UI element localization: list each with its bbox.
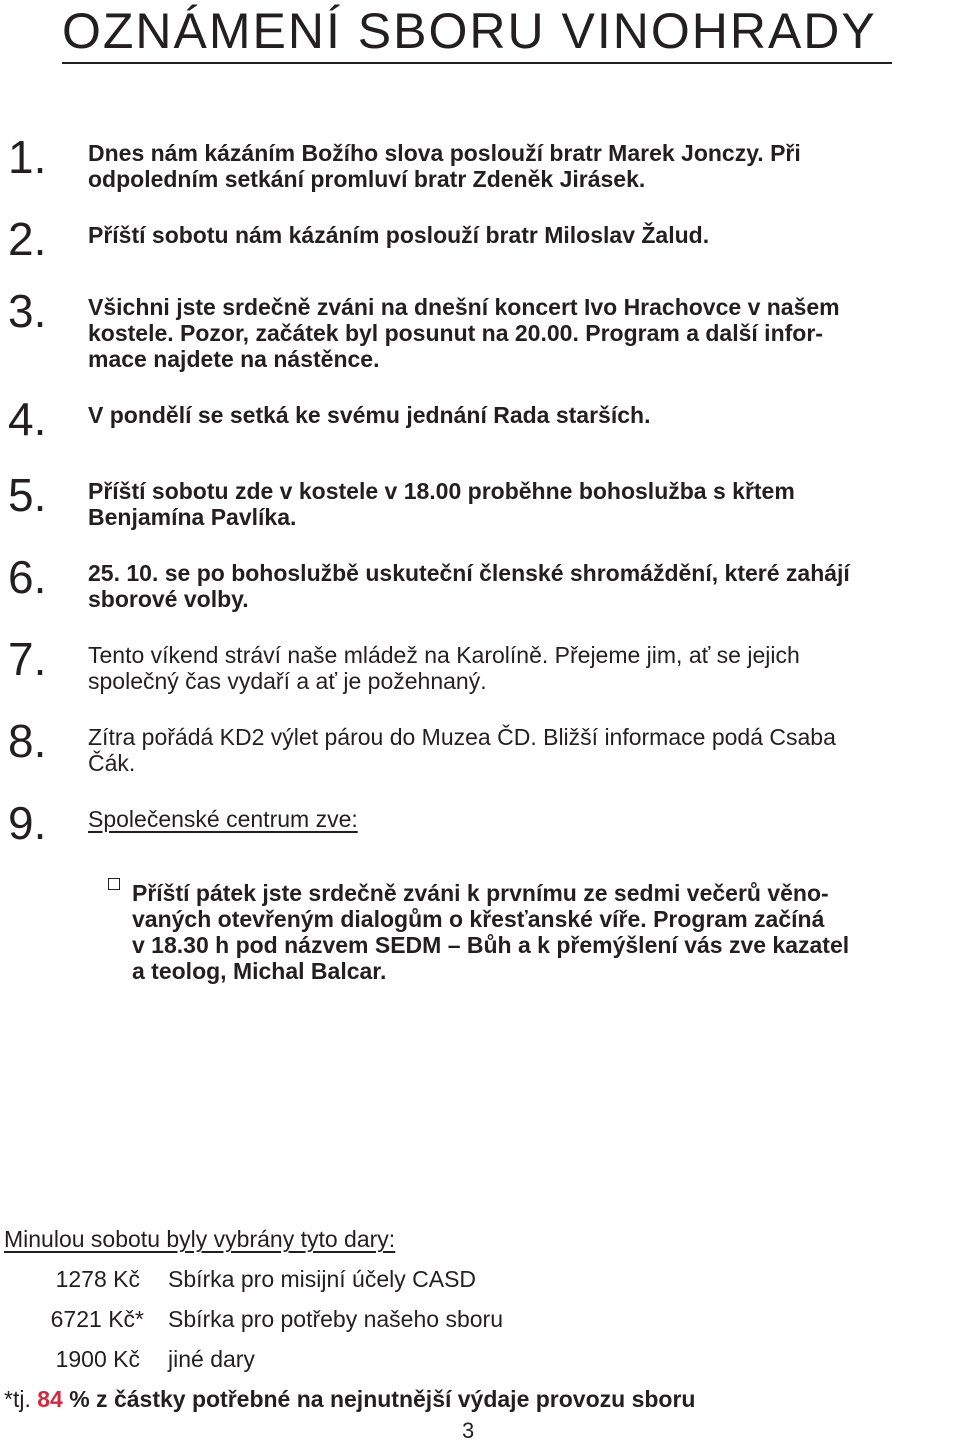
donation-description: Sbírka pro misijní účely CASD — [168, 1266, 477, 1292]
donation-amount: 1900 Kč — [55, 1346, 140, 1372]
item-number: 3. — [8, 285, 47, 337]
item-number: 7. — [8, 633, 47, 685]
item-number: 9. — [8, 797, 47, 849]
footnote — [4, 1386, 695, 1413]
item-text: Tento víkend stráví naše mládež na Karolíně. Přejeme jim, ať se jejich společný čas vydaří a ať je požehnaný. — [88, 642, 800, 694]
item-number: 4. — [8, 393, 47, 445]
item-number: 5. — [8, 469, 47, 521]
item-text — [88, 806, 960, 832]
donation-amount: 1278 Kč — [55, 1266, 140, 1292]
title-underline — [62, 62, 892, 64]
donation-row — [0, 1266, 960, 1294]
item-text: Zítra pořádá KD2 výlet párou do Muzea ČD. Bližší informace podá Csaba Čák. — [88, 724, 836, 776]
item-text: V pondělí se setká ke svému jednání Rada starších. — [88, 402, 651, 428]
footnote-percent: 84 — [37, 1386, 63, 1412]
donation-row — [0, 1346, 960, 1374]
item-heading: Společenské centrum zve: — [88, 806, 358, 832]
item-text: Všichni jste srdečně zváni na dnešní koncert Ivo Hrachovce v našem kostele. Pozor, začátek byl posunut na 20.00. Program a další infor- mace najdete na nástěnce. — [88, 294, 840, 372]
item-text: Dnes nám kázáním Božího slova poslouží bratr Marek Jonczy. Při odpoledním setkání promluví bratr Zdeněk Jirásek. — [88, 140, 801, 192]
square-bullet-icon — [108, 878, 120, 890]
item-text: Příští sobotu zde v kostele v 18.00 proběhne bohoslužba s křtem Benjamína Pavlíka. — [88, 478, 795, 530]
item-text: 25. 10. se po bohoslužbě uskuteční členské shromáždění, které zahájí sborové volby. — [88, 560, 850, 612]
page-number: 3 — [462, 1418, 475, 1443]
donation-description: Sbírka pro potřeby našeho sboru — [168, 1306, 503, 1332]
item-number: 6. — [8, 551, 47, 603]
donations-title-text: Minulou sobotu byly vybrány tyto dary: — [4, 1226, 396, 1252]
donation-description: jiné dary — [168, 1346, 255, 1372]
page-title: OZNÁMENÍ SBORU VINOHRADY — [62, 3, 877, 59]
item-number: 2. — [8, 213, 47, 265]
donation-row — [0, 1306, 960, 1334]
item-text: Příští sobotu nám kázáním poslouží bratr Miloslav Žalud. — [88, 222, 710, 248]
donations-title — [4, 1226, 395, 1253]
footnote-prefix: *tj. — [4, 1386, 31, 1412]
item-number: 1. — [8, 131, 47, 183]
item-number: 8. — [8, 715, 47, 767]
sub-item-text: Příští pátek jste srdečně zváni k prvnímu ze sedmi večerů věno- vaných otevřeným dialogům o křesťanské víře. Program začíná v 18.30 h pod názvem SEDM – Bůh a k přemýšlení vás zve kazatel a teolog, Michal Balcar. — [132, 880, 850, 984]
footnote-text: % z částky potřebné na nejnutnější výdaje provozu sboru — [69, 1386, 696, 1412]
donation-amount: 6721 Kč* — [50, 1306, 144, 1332]
